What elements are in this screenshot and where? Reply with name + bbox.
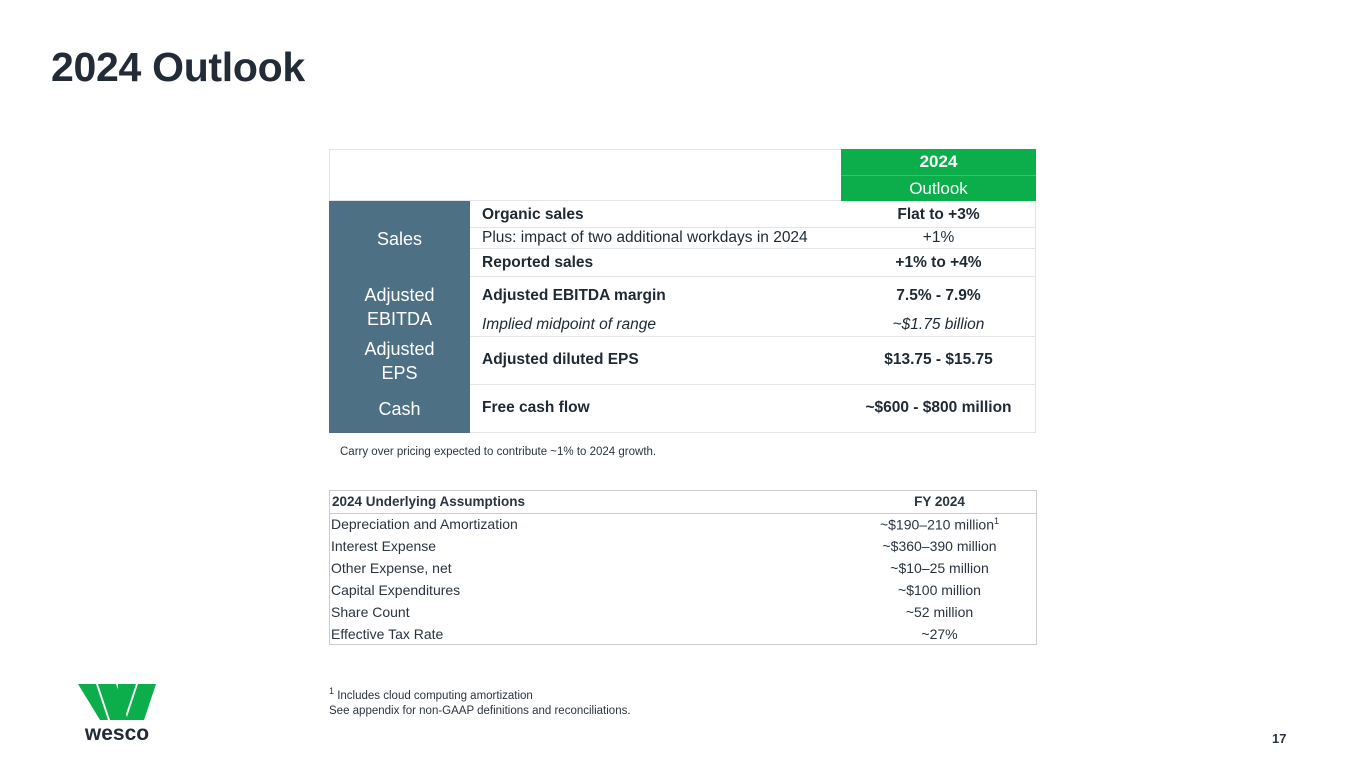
wesco-wordmark: wesco: [84, 722, 150, 745]
category-sales: [329, 201, 470, 277]
outlook-row-workdays: [470, 228, 1036, 249]
assumption-label: Effective Tax Rate: [331, 626, 444, 642]
row-value: Flat to +3%: [897, 206, 980, 223]
row-value: 7.5% - 7.9%: [896, 287, 981, 304]
assumption-row: [330, 579, 1036, 601]
assumption-value: ~27%: [921, 626, 958, 642]
footnote-1-marker: 1: [329, 686, 335, 696]
assumption-row: [330, 557, 1036, 579]
footnote-appendix: See appendix for non-GAAP definitions and reconciliations.: [329, 705, 631, 717]
outlook-row-ebitda: [470, 277, 1036, 337]
assumption-label: Share Count: [331, 604, 410, 620]
outlook-row-organic-sales: [470, 201, 1036, 228]
category-adjusted-eps: [329, 337, 470, 385]
assumption-label: Interest Expense: [331, 538, 437, 554]
wesco-logo-mark: [78, 684, 156, 724]
assumption-value: ~$10–25 million: [890, 560, 989, 576]
category-cash-label: Cash: [378, 399, 421, 419]
assumption-value: ~$360–390 million: [882, 538, 997, 554]
assumption-row: [330, 535, 1036, 557]
category-adjusted-ebitda: [329, 277, 470, 337]
row-label: Reported sales: [482, 254, 594, 271]
assumption-row: [330, 601, 1036, 623]
row-sub-value: ~$1.75 billion: [892, 316, 985, 333]
outlook-header-year: 2024: [841, 149, 1036, 175]
assumption-label: Depreciation and Amortization: [331, 516, 518, 532]
category-cash: [329, 385, 470, 433]
assumptions-header: [330, 491, 1036, 514]
assumptions-table: [329, 490, 1037, 645]
assumptions-header-value: FY 2024: [914, 494, 965, 509]
page-title: 2024 Outlook: [51, 44, 305, 90]
assumption-value: [842, 516, 1037, 533]
assumption-value-text: ~$190–210 million: [879, 516, 994, 533]
row-value: +1% to +4%: [895, 254, 982, 271]
footnote-1: [329, 686, 533, 702]
assumption-label: Other Expense, net: [331, 560, 452, 576]
outlook-row-eps: [470, 337, 1036, 385]
row-label: Plus: impact of two additional workdays in 2024: [482, 229, 808, 246]
row-label: Adjusted EBITDA margin: [482, 287, 666, 304]
row-value: $13.75 - $15.75: [884, 351, 993, 368]
row-label: Organic sales: [482, 206, 584, 223]
assumption-row: [330, 623, 1036, 645]
category-ebitda-line2: EBITDA: [366, 309, 432, 329]
category-eps-line1: Adjusted: [364, 339, 435, 359]
assumptions-header-label: 2024 Underlying Assumptions: [332, 494, 526, 509]
category-sales-label: Sales: [376, 229, 423, 249]
row-label: Free cash flow: [482, 399, 590, 416]
pricing-note: Carry over pricing expected to contribute ~1% to 2024 growth.: [340, 446, 657, 458]
assumption-value: ~$100 million: [898, 582, 981, 598]
row-value: +1%: [922, 229, 955, 246]
outlook-row-reported-sales: [470, 249, 1036, 277]
assumption-label: Capital Expenditures: [331, 582, 461, 598]
page-number: 17: [1272, 731, 1287, 746]
row-value: ~$600 - $800 million: [865, 399, 1012, 416]
category-eps-line2: EPS: [381, 363, 418, 383]
row-label: Adjusted diluted EPS: [482, 351, 639, 368]
footnote-1-text: Includes cloud computing amortization: [334, 689, 533, 702]
category-ebitda-line1: Adjusted: [364, 285, 435, 305]
outlook-header-label: Outlook: [841, 175, 1036, 201]
assumption-value: ~52 million: [905, 604, 974, 620]
footnote-marker: 1: [994, 516, 1000, 526]
outlook-row-cash: [470, 385, 1036, 433]
row-sub-label: Implied midpoint of range: [482, 316, 657, 333]
assumption-row: [330, 513, 1036, 535]
outlook-header-blank: [329, 149, 841, 201]
